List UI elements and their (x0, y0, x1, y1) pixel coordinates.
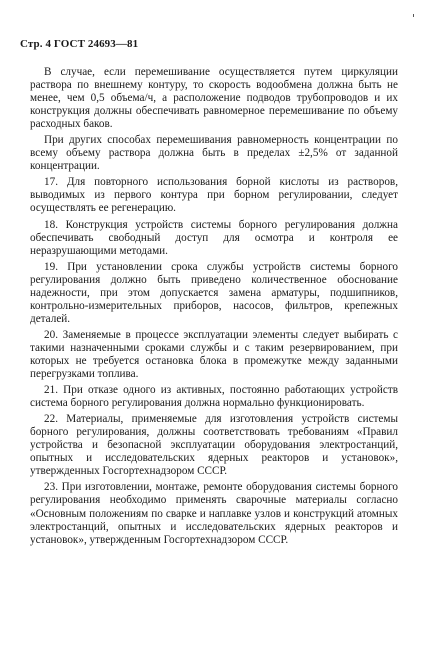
paragraph-mixing-other: При других способах перемешивания равномерность концентрации по всему объему раствора должна быть в пределах ±2,5% от заданной концентрации. (30, 134, 398, 173)
paragraph-18: 18. Конструкция устройств системы борного регулирования должна обеспечивать свободный доступ для осмотра и контроля ее неразрушающими методами. (30, 218, 398, 257)
paragraph-20: 20. Заменяемые в процессе эксплуатации элементы следует выбирать с такими назначенными сроками службы и с таким резервированием, при которых не требуется остановка блока в промежутке между заданными перегрузками топлива. (30, 328, 398, 381)
paragraph-17: 17. Для повторного использования борной кислоты из растворов, выводимых из первого контура при борном регулировании, следует осуществлять ее регенерацию. (30, 176, 398, 215)
paragraph-21: 21. При отказе одного из активных, постоянно работающих устройств система борного регулирования должна нормально функционировать. (30, 384, 398, 410)
document-body (30, 66, 398, 550)
page-header (20, 38, 138, 50)
paragraph-23: 23. При изготовлении, монтаже, ремонте оборудования системы борного регулирования необходимо применять сварочные материалы согласно «Основным положениям по сварке и наплавке узлов и конструкций атомных электростанций, опытных и исследовательских ядерных реакторов и установок», утвержденным Госгортехнадзором СССР. (30, 481, 398, 546)
paragraph-19: 19. При установлении срока службы устройств системы борного регулирования должно быть приведено количественное обоснование надежности, при этом допускается замена арматуры, подшипников, контрольно-измерительных приборов, насосов, фильтров, крепежных деталей. (30, 260, 398, 325)
paragraph-mixing-circulation: В случае, если перемешивание осуществляется путем циркуляции раствора по внешнему контуру, то скорость водообмена должна быть не менее, чем 0,5 объема/ч, а расположение подводов трубопроводов и их конструкция должны обеспечивать равномерное перемешивание по объему расходных баков. (30, 66, 398, 131)
page-number: Стр. 4 (20, 38, 52, 50)
standard-designation: ГОСТ 24693—81 (53, 38, 139, 50)
scan-mark (413, 14, 414, 17)
paragraph-22: 22. Материалы, применяемые для изготовления устройств системы борного регулирования, должны соответствовать требованиям «Правил устройства и безопасной эксплуатации оборудования электростанций, опытных и исследовательских ядерных реакторов и установок», утвержденных Госгортехнадзором СССР. (30, 413, 398, 478)
